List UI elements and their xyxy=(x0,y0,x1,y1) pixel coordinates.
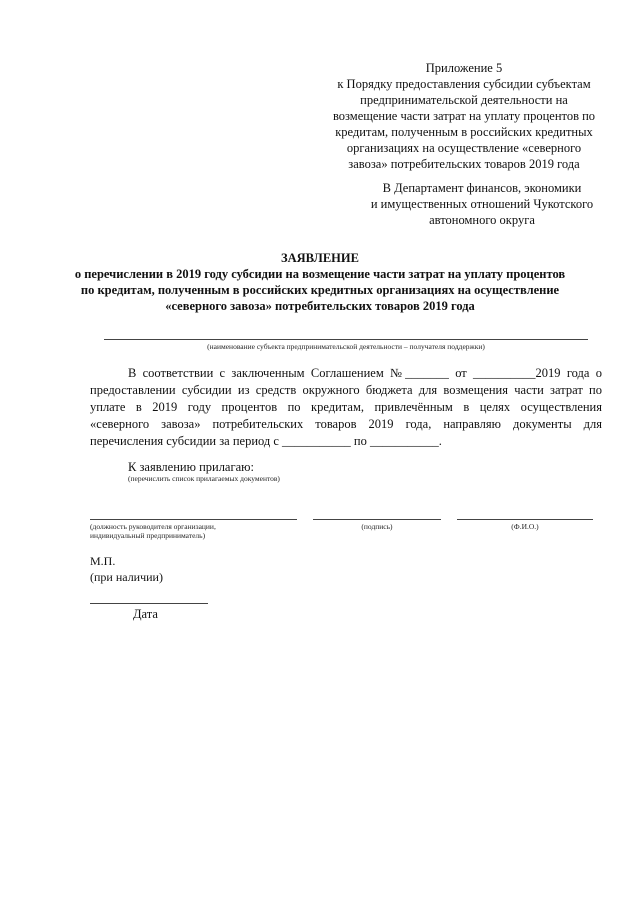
position-field[interactable] xyxy=(90,519,297,520)
statement-paragraph xyxy=(90,365,602,450)
stamp-label: М.П. xyxy=(90,554,116,568)
position-caption xyxy=(90,522,216,540)
signature-field[interactable] xyxy=(313,519,441,520)
appendix-line: возмещение части затрат на уплату процентов по xyxy=(332,109,596,123)
appendix-line: Приложение 5 xyxy=(425,61,503,75)
appendix-line: к Порядку предоставления субсидии субъектам xyxy=(337,77,591,91)
full-name-field[interactable] xyxy=(457,519,593,520)
appendix-header xyxy=(320,60,608,172)
addressee-line: В Департамент финансов, экономики xyxy=(382,181,582,195)
applicant-name-field[interactable] xyxy=(104,339,588,340)
attachments-label: К заявлению прилагаю: xyxy=(128,460,254,474)
body-line: перечисления субсидии за период с ___________ по ___________. xyxy=(90,434,442,448)
title-line: по кредитам, полученным в российских кредитных организациях на осуществление xyxy=(80,283,560,297)
date-label: Дата xyxy=(133,607,158,621)
appendix-line: организациях на осуществление «северного xyxy=(346,141,582,155)
position-caption-line: (должность руководителя организации, xyxy=(90,522,216,531)
title-line: «северного завоза» потребительских товаров 2019 года xyxy=(165,299,475,313)
addressee-block xyxy=(356,180,608,228)
date-field[interactable] xyxy=(90,603,208,604)
body-line: предоставлении субсидии из средств окружного бюджета для возмещения части затрат по xyxy=(90,383,602,397)
addressee-line: и имущественных отношений Чукотского xyxy=(370,197,594,211)
attachments-caption: (перечислить список прилагаемых документов) xyxy=(128,474,280,483)
appendix-line: кредитам, полученным в российских кредитных xyxy=(335,125,593,139)
appendix-line: завоза» потребительских товаров 2019 года xyxy=(348,157,580,171)
stamp-block xyxy=(90,553,163,585)
signature-caption: (подпись) xyxy=(361,522,393,531)
body-line: уплате в 2019 году процентов по кредитам, привлечённым в целях осуществления xyxy=(90,400,602,414)
body-line: В соответствии с заключенным Соглашением №_______ от __________2019 года о xyxy=(128,366,602,380)
addressee-line: автономного округа xyxy=(429,213,535,227)
title-heading: ЗАЯВЛЕНИЕ xyxy=(281,251,359,265)
document-title xyxy=(40,250,600,314)
name-caption: (Ф.И.О.) xyxy=(511,522,539,531)
title-line: о перечислении в 2019 году субсидии на возмещение части затрат на уплату процентов xyxy=(74,267,566,281)
applicant-caption: (наименование субъекта предпринимательской деятельности – получателя поддержки) xyxy=(207,342,485,351)
position-caption-line: индивидуальный предприниматель) xyxy=(90,531,206,540)
stamp-note: (при наличии) xyxy=(90,570,163,584)
body-line: «северного завоза» потребительских товаров 2019 года, направляю документы для xyxy=(90,417,602,431)
appendix-line: предпринимательской деятельности на xyxy=(360,93,568,107)
